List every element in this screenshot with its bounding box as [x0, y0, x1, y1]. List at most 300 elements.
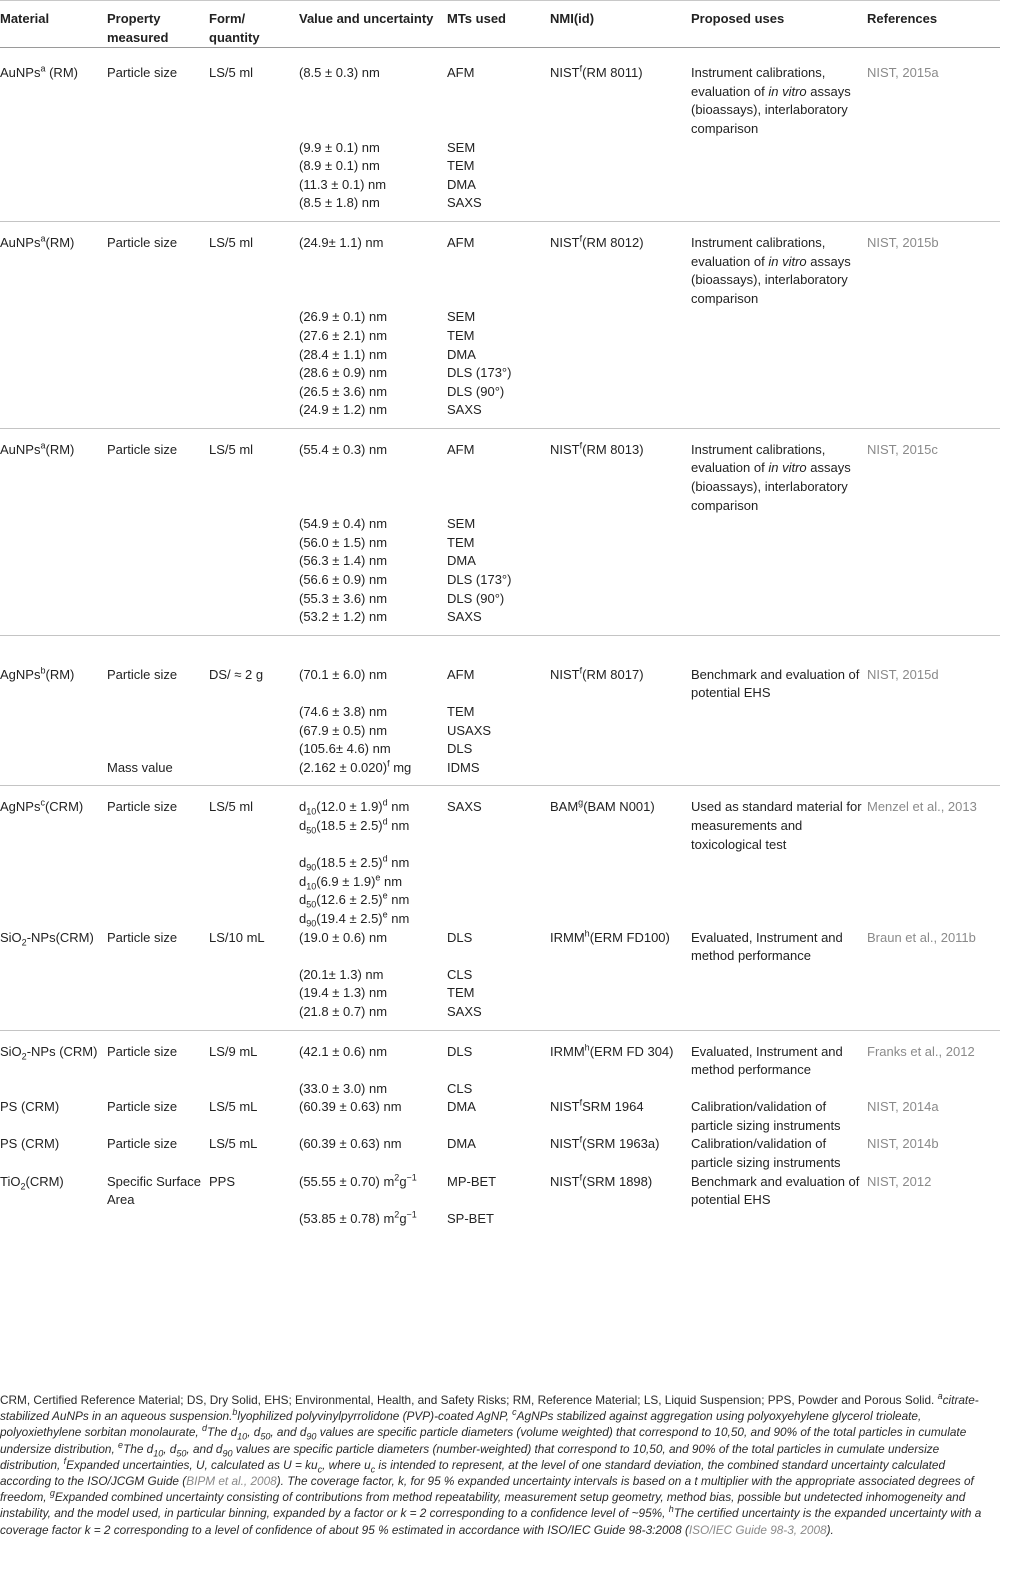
cell-form: LS/5 mL: [209, 1099, 258, 1115]
cell-material: AuNPs$^a$ (RM): [0, 48, 107, 139]
cell-property: [107, 984, 209, 1003]
cell-nmi: [550, 966, 691, 985]
table-row: [0, 515, 1000, 534]
cell-property: [107, 608, 209, 635]
header-form: Form/ quantity: [209, 1, 299, 48]
cell-nmi: BAM$^g$(BAM N001): [550, 786, 691, 854]
table-footnotes: CRM, Certified Reference Material; DS, Dry Solid, EHS; Environmental, Health, and Safety Risks; RM, Reference Material; LS, Liquid Suspension; PPS, Powder and Porous Solid. $^a$citrate-stabilized AuNPs in an aqueous suspension.$^b$lyophilized polyvinylpyrrolidone (PVP)-coated AgNP, $^c$AgNPs stabilized against aggregation using polyoxyehylene glycerol trioleate, polyoxiethylene sorbitan monolaurate, $^d$The $d_{10}$, $d_{50}$, and $d_{90}$ values are specific particle diameters (volume weighted) that correspond to 10,50, and 90% of the total particles in cumulate undersize distribution, $^e$The $d_{10}$, $d_{50}$, and $d_{90}$ values are specific particle diameters (number-weighted) that correspond to 10,50, and 90% of the total particles in cumulate undersize distribution, $^f$Expanded uncertainties, U, calculated as $U = ku_c$, where $u_c$ is intended to represent, at the level of one standard deviation, the combined standard uncertainty calculated according to the ISO/JCGM Guide (BIPM et al., 2008). The coverage factor, k, for 95 % expanded uncertainty intervals is based on a t multiplier with the appropriate associated degrees of freedom, $^g$Expanded combined uncertainty consisting of contributions from method repeatability, measurement setup geometry, method bias, possible but undetected inhomogeneity and instability, and the model used, in particular binning, expanded by a factor or k = 2 corresponding to a confidence level of ~95%, $^h$The certified uncertainty is the expanded uncertainty with a coverage factor k = 2 corresponding to a level of confidence of about 95 % estimated in accordance with ISO/IEC Guide 98-3:2008 (ISO/IEC Guide 98-3, 2008).: [0, 1391, 982, 1537]
cell-nmi: [550, 534, 691, 553]
table-row: [0, 1098, 1000, 1135]
header-mts: MTs used: [447, 1, 550, 48]
cell-material: [0, 383, 107, 402]
cell-property: [107, 590, 209, 609]
table-row: [0, 157, 1000, 176]
cell-form: [209, 740, 299, 759]
cell-mts: SAXS: [447, 1003, 482, 1019]
cell-property: [107, 308, 209, 327]
cell-form: [209, 1210, 299, 1237]
cell-mts: SAXS: [447, 786, 550, 854]
cell-mts: TEM: [447, 327, 475, 343]
cell-nmi: IRMM$^h$(ERM FD100): [550, 928, 670, 945]
cell-property: Particle size: [107, 1030, 209, 1080]
cell-reference: NIST, 2014b: [867, 1136, 939, 1152]
cell-value: (28.4 ± 1.1) nm: [299, 346, 388, 362]
table-row: [0, 608, 1000, 635]
cell-value: (26.5 ± 3.6) nm: [299, 383, 388, 399]
table-row: [0, 1135, 1000, 1172]
cell-material: [0, 722, 107, 741]
cell-nmi: [550, 194, 691, 221]
cell-property: [107, 722, 209, 741]
cell-value: (55.4 ± 0.3) nm: [299, 428, 447, 515]
cell-mts: SP-BET: [447, 1210, 494, 1226]
cell-property: [107, 346, 209, 365]
cell-reference: [867, 608, 1000, 635]
cell-nmi: [550, 383, 691, 402]
cell-material: [0, 984, 107, 1003]
cell-form: [209, 1080, 299, 1099]
header-uses: Proposed uses: [691, 1, 867, 48]
cell-material: AgNPs$^c$(CRM): [0, 786, 107, 854]
cell-form: LS/5 ml: [209, 221, 299, 308]
cell-reference: [867, 1080, 1000, 1099]
cell-material: [0, 966, 107, 985]
cell-material: AuNPs$^a$(RM): [0, 221, 107, 308]
table-row: [0, 740, 1000, 759]
table-row: [0, 1173, 1000, 1210]
cell-form: [209, 703, 299, 722]
cell-property: [107, 194, 209, 221]
cell-material: [0, 157, 107, 176]
cell-nmi: [550, 157, 691, 176]
cell-mts: DMA: [447, 1099, 476, 1115]
cell-property: [107, 157, 209, 176]
cell-mts: SEM: [447, 516, 476, 532]
cell-value: (70.1 ± 6.0) nm: [299, 635, 447, 703]
cell-reference: [867, 383, 1000, 402]
table-body: [0, 48, 1000, 1237]
table-row: [0, 929, 1000, 966]
cell-uses: Benchmark and evaluation of potential EHS: [691, 1173, 860, 1208]
cell-material: [0, 552, 107, 571]
cell-nmi: NIST$^f$(RM 8012): [550, 221, 691, 308]
cell-property: [107, 364, 209, 383]
cell-material: [0, 515, 107, 534]
cell-mts: DLS (90°): [447, 590, 505, 606]
cell-nmi: [550, 571, 691, 590]
cell-reference: Braun et al., 2011b: [867, 929, 976, 945]
cell-uses: Evaluated, Instrument and method performance: [691, 1030, 867, 1080]
cell-uses: [691, 383, 867, 402]
cell-reference: NIST, 2015c: [867, 428, 1000, 515]
cell-form: [209, 139, 299, 158]
cell-reference: Franks et al., 2012: [867, 1030, 1000, 1080]
header-material: Material: [0, 1, 107, 48]
cell-material: [0, 1210, 107, 1237]
cell-value: (54.9 ± 0.4) nm: [299, 516, 388, 532]
cell-reference: [867, 1210, 1000, 1237]
cell-uses: [691, 722, 867, 741]
cell-value: (21.8 ± 0.7) nm: [299, 1003, 388, 1019]
cell-mts: AFM: [447, 635, 550, 703]
cell-property: Particle size: [107, 635, 209, 703]
cell-material: [0, 703, 107, 722]
cell-uses: [691, 590, 867, 609]
cell-nmi: [550, 552, 691, 571]
cell-reference: [867, 308, 1000, 327]
cell-value: $d_{10}(12.0 \pm 1.9)^d$ nm $d_{50}(18.5 \pm 2.5)^d$ nm: [299, 786, 447, 854]
table-row: [0, 176, 1000, 195]
cell-material: PS (CRM): [0, 1099, 60, 1115]
cell-uses: [691, 854, 867, 928]
cell-nmi: [550, 327, 691, 346]
cell-form: [209, 157, 299, 176]
cell-value: (8.5 ± 0.3) nm: [299, 48, 447, 139]
cell-value: (56.3 ± 1.4) nm: [299, 553, 388, 569]
cell-form: [209, 1003, 299, 1030]
cell-value: (56.6 ± 0.9) nm: [299, 572, 388, 588]
cell-uses: Instrument calibrations, evaluation of in vitro assays (bioassays), interlaboratory comparison: [691, 221, 867, 308]
cell-property: [107, 327, 209, 346]
cell-form: [209, 346, 299, 365]
cell-uses: Evaluated, Instrument and method performance: [691, 929, 843, 964]
cell-mts: IDMS: [447, 759, 480, 775]
cell-nmi: [550, 1210, 691, 1237]
cell-value: (105.6± 4.6) nm: [299, 741, 391, 757]
cell-material: [0, 759, 107, 786]
cell-property: Particle size: [107, 428, 209, 515]
cell-nmi: IRMM$^h$(ERM FD 304): [550, 1030, 691, 1080]
table-row: [0, 534, 1000, 553]
cell-uses: [691, 759, 867, 786]
cell-mts: DLS: [447, 1030, 550, 1080]
cell-reference: [867, 1003, 1000, 1030]
cell-uses: Used as standard material for measurements and toxicological test: [691, 786, 867, 854]
table-row: [0, 383, 1000, 402]
cell-material: [0, 1080, 107, 1099]
cell-nmi: NIST$^f$(SRM 1898): [550, 1172, 653, 1189]
cell-value: (8.5 ± 1.8) nm: [299, 195, 380, 211]
cell-mts: CLS: [447, 966, 473, 982]
cell-mts: DLS (173°): [447, 572, 512, 588]
cell-form: [209, 308, 299, 327]
cell-nmi: [550, 740, 691, 759]
cell-mts: DMA: [447, 1136, 476, 1152]
table-row: [0, 346, 1000, 365]
table-row: [0, 635, 1000, 703]
cell-property: [107, 515, 209, 534]
cell-uses: Calibration/validation of particle sizing instruments: [691, 1136, 841, 1171]
cell-value: (33.0 ± 3.0) nm: [299, 1080, 388, 1096]
cell-material: [0, 194, 107, 221]
cell-property: [107, 571, 209, 590]
cell-property: [107, 139, 209, 158]
cell-value: (28.6 ± 0.9) nm: [299, 365, 388, 381]
cell-nmi: [550, 1003, 691, 1030]
cell-form: [209, 854, 299, 928]
cell-form: [209, 590, 299, 609]
cell-material: SiO$_2$-NPs(CRM): [0, 929, 94, 948]
cell-form: [209, 552, 299, 571]
header-property: Property measured: [107, 1, 209, 48]
cell-property: Particle size: [107, 786, 209, 854]
cell-value: (55.55 ± 0.70) $m^2g^{-1}$: [299, 1172, 417, 1189]
cell-value: (53.85 ± 0.78) $m^2g^{-1}$: [299, 1209, 417, 1226]
cell-material: [0, 740, 107, 759]
cell-value: (19.4 ± 1.3) nm: [299, 985, 388, 1001]
cell-property: [107, 966, 209, 985]
cell-uses: [691, 740, 867, 759]
cell-mts: CLS: [447, 1080, 473, 1096]
cell-reference: NIST, 2015b: [867, 221, 1000, 308]
cell-nmi: [550, 1080, 691, 1099]
cell-property: Particle size: [107, 221, 209, 308]
cell-mts: TEM: [447, 704, 475, 719]
cell-nmi: NIST$^f$(RM 8011): [550, 48, 691, 139]
cell-form: [209, 759, 299, 786]
cell-reference: [867, 590, 1000, 609]
cell-form: DS/ ≈ 2 g: [209, 635, 299, 703]
cell-mts: DLS (90°): [447, 383, 505, 399]
cell-reference: [867, 194, 1000, 221]
cell-uses: [691, 966, 867, 985]
cell-value: (60.39 ± 0.63) nm: [299, 1099, 402, 1115]
cell-nmi: NIST$^f$(RM 8017): [550, 635, 691, 703]
cell-material: [0, 327, 107, 346]
cell-uses: Benchmark and evaluation of potential EHS: [691, 635, 867, 703]
cell-property: Mass value: [107, 759, 173, 775]
cell-uses: Instrument calibrations, evaluation of in vitro assays (bioassays), interlaboratory comparison: [691, 428, 867, 515]
cell-uses: [691, 534, 867, 553]
cell-value: (24.9 ± 1.2) nm: [299, 402, 388, 418]
cell-uses: [691, 552, 867, 571]
cell-reference: NIST, 2015d: [867, 635, 1000, 703]
cell-uses: [691, 1003, 867, 1030]
cell-property: [107, 1003, 209, 1030]
cell-material: [0, 308, 107, 327]
cell-material: [0, 571, 107, 590]
cell-mts: TEM: [447, 158, 475, 174]
cell-reference: [867, 157, 1000, 176]
cell-value: (20.1± 1.3) nm: [299, 966, 384, 982]
cell-mts: TEM: [447, 985, 475, 1001]
cell-material: AgNPs$^b$(RM): [0, 635, 107, 703]
cell-property: [107, 1080, 209, 1099]
cell-nmi: [550, 703, 691, 722]
cell-form: [209, 383, 299, 402]
cell-property: Particle size: [107, 1099, 178, 1115]
cell-mts: AFM: [447, 428, 550, 515]
cell-form: LS/5 ml: [209, 48, 299, 139]
table-row: [0, 552, 1000, 571]
cell-reference: [867, 854, 1000, 928]
cell-uses: [691, 327, 867, 346]
cell-nmi: [550, 364, 691, 383]
cell-form: LS/5 ml: [209, 428, 299, 515]
table-row: [0, 571, 1000, 590]
cell-reference: [867, 740, 1000, 759]
cell-uses: [691, 515, 867, 534]
cell-mts: DMA: [447, 553, 476, 569]
table-row: [0, 308, 1000, 327]
cell-value: (60.39 ± 0.63) nm: [299, 1136, 402, 1152]
cell-form: [209, 364, 299, 383]
cell-value: (9.9 ± 0.1) nm: [299, 139, 380, 155]
cell-value: (24.9± 1.1) nm: [299, 221, 447, 308]
cell-reference: [867, 722, 1000, 741]
cell-mts: SAXS: [447, 609, 482, 625]
table-row: [0, 759, 1000, 786]
cell-form: [209, 571, 299, 590]
cell-reference: [867, 346, 1000, 365]
table-row: [0, 854, 1000, 928]
cell-property: [107, 383, 209, 402]
table-row: [0, 1080, 1000, 1099]
cell-material: [0, 346, 107, 365]
table-row: [0, 428, 1000, 515]
table-row: [0, 1210, 1000, 1237]
cell-uses: [691, 984, 867, 1003]
cell-nmi: NIST$^f$SRM 1964: [550, 1097, 644, 1115]
cell-nmi: NIST$^f$(RM 8013): [550, 428, 691, 515]
cell-property: [107, 552, 209, 571]
cell-form: PPS: [209, 1173, 236, 1189]
header-value: Value and uncertainty: [299, 1, 447, 48]
cell-material: PS (CRM): [0, 1136, 60, 1152]
cell-mts: DLS: [447, 741, 473, 757]
cell-material: [0, 534, 107, 553]
cell-uses: Instrument calibrations, evaluation of in vitro assays (bioassays), interlaboratory comparison: [691, 48, 867, 139]
cell-reference: [867, 759, 1000, 786]
table-row: [0, 1030, 1000, 1080]
cell-material: [0, 590, 107, 609]
table-row: [0, 703, 1000, 722]
cell-material: [0, 364, 107, 383]
cell-value: (27.6 ± 2.1) nm: [299, 327, 388, 343]
cell-uses: [691, 401, 867, 428]
cell-property: Particle size: [107, 1136, 178, 1152]
cell-material: [0, 854, 107, 928]
cell-uses: [691, 194, 867, 221]
table-row: [0, 401, 1000, 428]
cell-mts: SEM: [447, 309, 476, 325]
header-nmi: NMI(id): [550, 1, 691, 48]
cell-mts: SAXS: [447, 402, 482, 418]
cell-material: [0, 176, 107, 195]
cell-nmi: [550, 759, 691, 786]
cell-value: (8.9 ± 0.1) nm: [299, 158, 380, 174]
cell-mts: USAXS: [447, 722, 492, 738]
cell-uses: Calibration/validation of particle sizing instruments: [691, 1099, 841, 1133]
cell-property: [107, 176, 209, 195]
cell-form: [209, 401, 299, 428]
cell-mts: DLS (173°): [447, 365, 512, 381]
table-row: [0, 1003, 1000, 1030]
cell-uses: [691, 139, 867, 158]
cell-property: Particle size: [107, 48, 209, 139]
cell-reference: [867, 966, 1000, 985]
cell-reference: NIST, 2012: [867, 1173, 932, 1189]
cell-nmi: [550, 176, 691, 195]
cell-property: [107, 740, 209, 759]
table-row: [0, 966, 1000, 985]
cell-reference: NIST, 2015a: [867, 48, 1000, 139]
cell-value: (53.2 ± 1.2) nm: [299, 609, 388, 625]
cell-nmi: [550, 984, 691, 1003]
table-row: [0, 139, 1000, 158]
cell-form: LS/10 mL: [209, 929, 265, 945]
cell-reference: [867, 364, 1000, 383]
cell-nmi: [550, 608, 691, 635]
cell-uses: [691, 608, 867, 635]
table-row: [0, 364, 1000, 383]
cell-value: $d_{90}(18.5 \pm 2.5)^d$ nm $d_{10}(6.9 \pm 1.9)^e$ nm $d_{50}(12.6 \pm 2.5)^e$ nm $d_{90}(19.4 \pm 2.5)^e$ nm: [299, 853, 410, 929]
cell-form: [209, 534, 299, 553]
cell-mts: AFM: [447, 48, 550, 139]
cell-form: LS/5 ml: [209, 786, 299, 854]
cell-value: (55.3 ± 3.6) nm: [299, 590, 388, 606]
cell-property: Specific Surface Area: [107, 1173, 201, 1208]
cell-reference: [867, 534, 1000, 553]
cell-form: [209, 515, 299, 534]
cell-form: [209, 176, 299, 195]
table-row: [0, 194, 1000, 221]
cell-value: (11.3 ± 0.1) nm: [299, 176, 387, 192]
table-row: [0, 221, 1000, 308]
cell-reference: [867, 401, 1000, 428]
cell-nmi: [550, 515, 691, 534]
cell-mts: SAXS: [447, 195, 482, 211]
cell-material: [0, 608, 107, 635]
cell-mts: DMA: [447, 176, 476, 192]
cell-reference: [867, 327, 1000, 346]
cell-mts: DLS: [447, 929, 473, 945]
cell-material: [0, 139, 107, 158]
cell-reference: [867, 139, 1000, 158]
table-row: [0, 327, 1000, 346]
cell-value: $(2.162 \pm 0.020)^f$ mg: [299, 758, 412, 775]
cell-reference: NIST, 2014a: [867, 1099, 939, 1115]
cell-uses: [691, 346, 867, 365]
cell-nmi: [550, 139, 691, 158]
cell-mts: SEM: [447, 139, 476, 155]
cell-form: [209, 722, 299, 741]
cell-uses: [691, 308, 867, 327]
cell-form: [209, 608, 299, 635]
cell-material: TiO$_2$(CRM): [0, 1173, 64, 1192]
cell-reference: [867, 571, 1000, 590]
cell-uses: [691, 703, 867, 722]
cell-property: Particle size: [107, 929, 178, 945]
cell-property: [107, 1210, 209, 1237]
cell-property: [107, 703, 209, 722]
table-row: [0, 48, 1000, 139]
table-row: [0, 984, 1000, 1003]
cell-material: SiO$_2$-NPs (CRM): [0, 1030, 107, 1080]
cell-form: [209, 327, 299, 346]
cell-material: [0, 1003, 107, 1030]
cell-form: LS/9 mL: [209, 1030, 299, 1080]
table-header-row: [0, 1, 1000, 48]
cell-reference: [867, 515, 1000, 534]
cell-form: [209, 194, 299, 221]
cell-reference: [867, 703, 1000, 722]
cell-nmi: [550, 590, 691, 609]
cell-uses: [691, 157, 867, 176]
table-row: [0, 590, 1000, 609]
cell-nmi: [550, 346, 691, 365]
cell-reference: [867, 176, 1000, 195]
